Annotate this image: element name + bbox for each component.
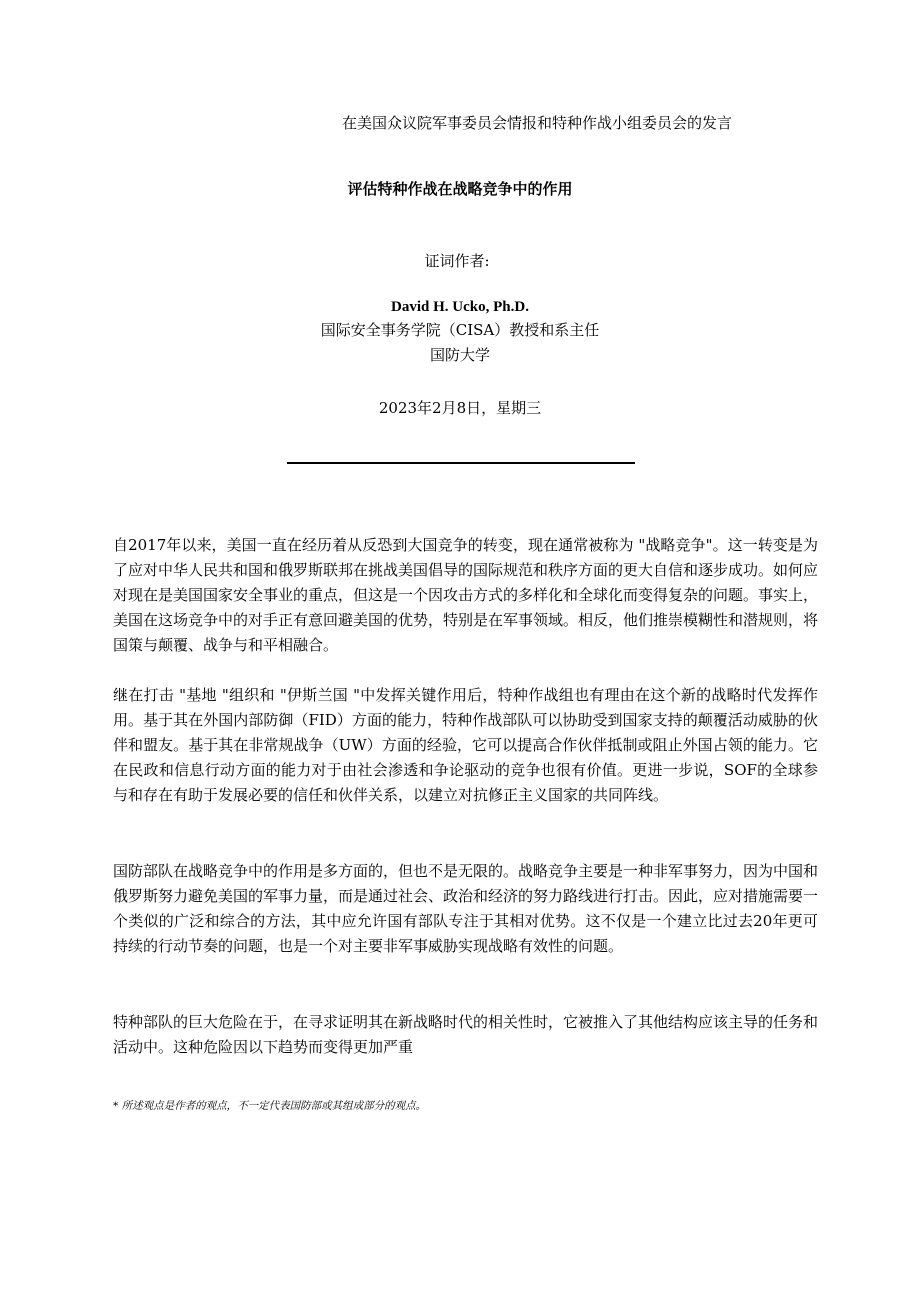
body-paragraph-4: 特种部队的巨大危险在于，在寻求证明其在新战略时代的相关性时，它被推入了其他结构应该主导的任务和活动中。这种危险因以下趋势而变得更加严重 <box>113 1013 819 1056</box>
testimony-date: 2023年2月8日，星期三 <box>378 399 542 417</box>
author-role: 国际安全事务学院（CISA）教授和系主任 <box>320 321 600 339</box>
body-paragraph-2: 继在打击 "基地 "组织和 "伊斯兰国 "中发挥关键作用后，特种作战组也有理由在这个新的战略时代发挥作用。基于其在外国内部防御（FID）方面的能力，特种作战部队可以协助受到国家支持的颠覆活动威胁的伙伴和盟友。基于其在非常规战争（UW）方面的经验，它可以提高合作伙伴抵制或阻止外国占领的能力。它在民政和信息行动方面的能力对于由社会渗透和争论驱动的竞争也很有价值。更进一步说，SOF的全球参与和存在有助于发展必要的信任和伙伴关系，以建立对抗修正主义国家的共同阵线。 <box>113 686 818 804</box>
testimony-title: 评估特种作战在战略竞争中的作用 <box>347 180 573 198</box>
testimony-by-label: 证词作者: <box>424 252 490 270</box>
footnote: * 所述观点是作者的观点，不一定代表国防部或其组成部分的观点。 <box>113 1100 427 1112</box>
body-paragraph-3: 国防部队在战略竞争中的作用是多方面的，但也不是无限的。战略竞争主要是一种非军事努力，因为中国和俄罗斯努力避免美国的军事力量，而是通过社会、政治和经济的努力路线进行打击。因此，应对措施需要一个类似的广泛和综合的方法，其中应允许国有部队专注于其相对优势。这不仅是一个建立比过去20年更可持续的行动节奏的问题，也是一个对主要非军事威胁实现战略有效性的问题。 <box>113 862 819 955</box>
committee-line: 在美国众议院军事委员会情报和特种作战小组委员会的发言 <box>341 114 732 132</box>
header-divider <box>287 462 635 464</box>
author-institution: 国防大学 <box>429 346 490 364</box>
author-name: David H. Ucko, Ph.D. <box>391 299 529 315</box>
body-paragraph-1: 自2017年以来，美国一直在经历着从反恐到大国竞争的转变，现在通常被称为 "战略竞争"。这一转变是为了应对中华人民共和国和俄罗斯联邦在挑战美国倡导的国际规范和秩序方面的更大自信和逐步成功。如何应对现在是美国国家安全事业的重点，但这是一个因攻击方式的多样化和全球化而变得复杂的问题。事实上，美国在这场竞争中的对手正有意回避美国的优势，特别是在军事领域。相反，他们推崇模糊性和潜规则，将国策与颠覆、战争与和平相融合。 <box>113 536 819 654</box>
